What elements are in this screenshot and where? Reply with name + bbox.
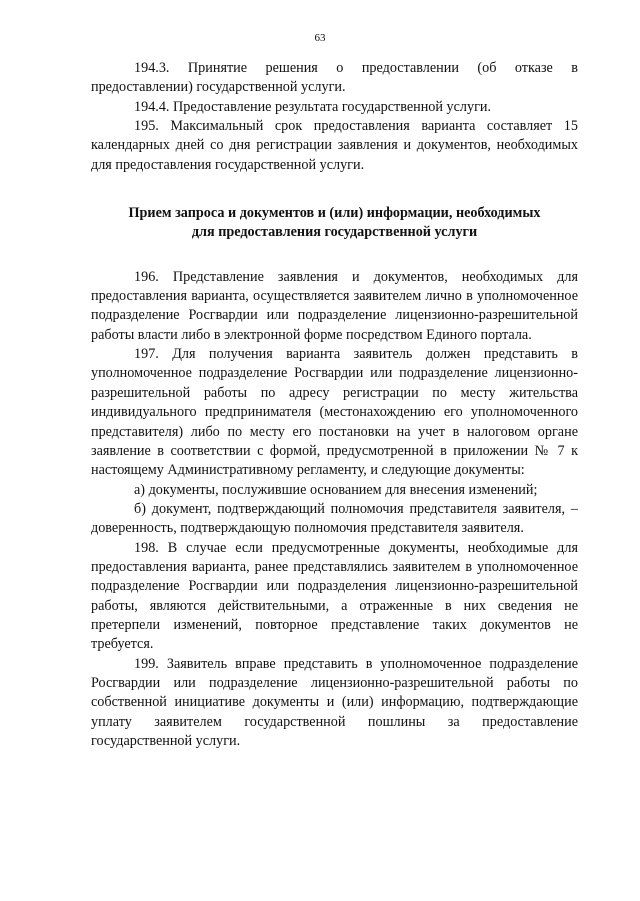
paragraph-194-4: 194.4. Предоставление результата государственной услуги. [134, 98, 492, 115]
paragraph-198: 198. В случае если предусмотренные документы, необходимые для предоставления варианта, ранее представлялись заявителем в уполномоченное подразделение Росгвардии или подразделения лицензионно-разрешительной работы, являются действительными, а отраженные в них сведения не претерпели изменений, повторное представление таких документов не требуется. [91, 539, 578, 653]
section-heading [91, 204, 578, 243]
paragraph-197-a: а) документы, послужившие основанием для внесения изменений; [134, 481, 538, 498]
document-body [91, 59, 578, 751]
paragraph-194-3: 194.3. Принятие решения о предоставлении (об отказе в предоставлении) государственной услуги. [91, 60, 578, 96]
paragraph-199: 199. Заявитель вправе представить в уполномоченное подразделение Росгвардии или подразделение лицензионно-разрешительной работы по собственной инициативе документы и (или) информацию, подтверждающие уплату заявителем государственной пошлины за предоставление государственной услуги. [91, 655, 578, 749]
paragraph-195: 195. Максимальный срок предоставления варианта составляет 15 календарных дней со дня регистрации заявления и документов, необходимых для предоставления государственной услуги. [91, 118, 578, 173]
section-heading-line-1: Прием запроса и документов и (или) информации, необходимых [128, 205, 541, 222]
paragraph-197: 197. Для получения варианта заявитель должен представить в уполномоченное подразделение Росгвардии или подразделение лицензионно-разрешительной работы по адресу регистрации по месту жительства индивидуального предпринимателя (местонахождению его уполномоченного представителя) либо по месту его постановки на учет в налоговом органе заявление в соответствии с формой, предусмотренной в приложении № 7 к настоящему Административному регламенту, и следующие документы: [91, 346, 578, 479]
paragraph-197-b: б) документ, подтверждающий полномочия представителя заявителя, – доверенность, подтверждающую полномочия представителя заявителя. [91, 500, 578, 537]
section-heading-line-2: для предоставления государственной услуги [191, 224, 478, 241]
paragraph-196: 196. Представление заявления и документов, необходимых для предоставления варианта, осуществляется заявителем лично в уполномоченное подразделение Росгвардии или подразделение лицензионно-разрешительной работы власти либо в электронной форме посредством Единого портала. [91, 268, 578, 343]
page-number: 63 [314, 32, 326, 44]
